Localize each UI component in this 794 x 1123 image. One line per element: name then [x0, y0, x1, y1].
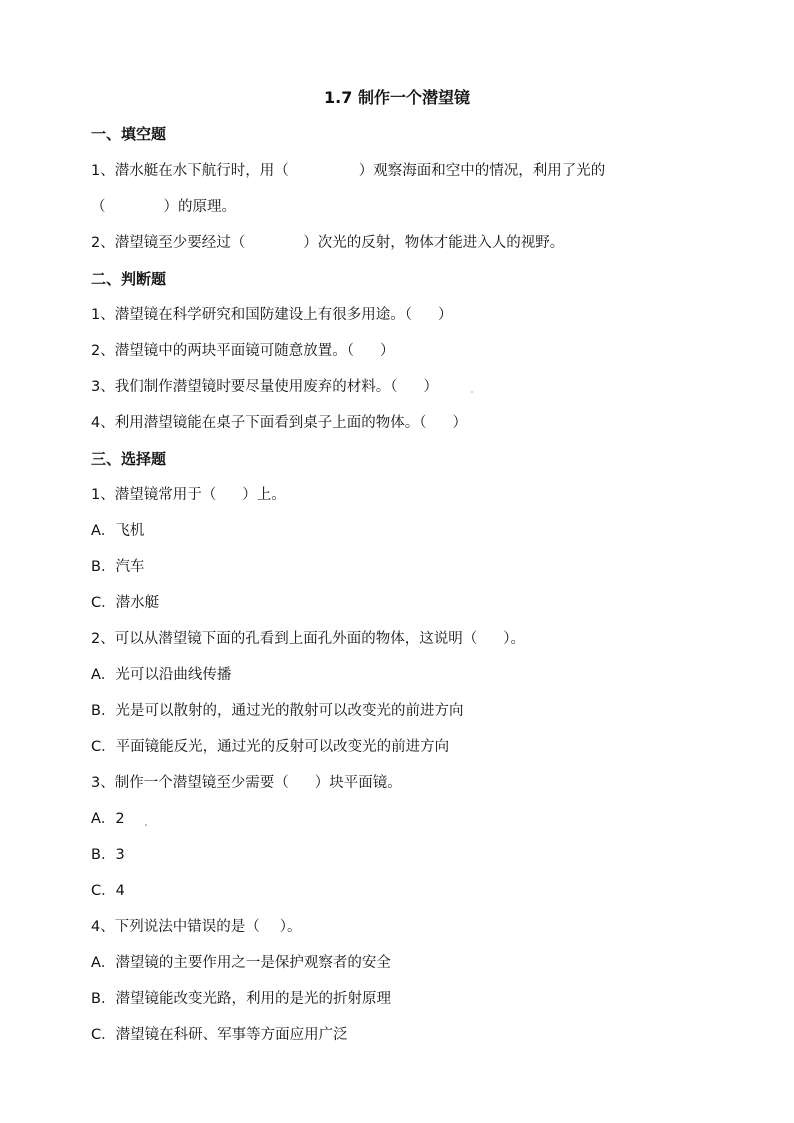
question-text: 1、潜望镜在科学研究和国防建设上有很多用途。（ — [91, 307, 412, 323]
fill-question-1 — [91, 159, 731, 183]
section-heading-fill-blank: 一、填空题 — [91, 125, 167, 143]
choice-question-3 — [91, 771, 731, 795]
question-text: （ — [91, 199, 106, 215]
choice-option: B．潜望镜能改变光路，利用的是光的折射原理 — [91, 991, 391, 1007]
question-text: 3、制作一个潜望镜至少需要（ — [91, 775, 289, 791]
choice-option: A．2 — [91, 811, 125, 827]
question-text: ）的原理。 — [163, 199, 236, 215]
question-text: ）观察海面和空中的情况，利用了光的 — [358, 163, 606, 179]
stray-mark — [471, 391, 473, 393]
judge-question-4 — [91, 411, 731, 435]
fill-question-2 — [91, 231, 731, 255]
question-text: ）。 — [503, 631, 525, 647]
choice-option: B．光是可以散射的，通过光的散射可以改变光的前进方向 — [91, 703, 464, 719]
section-heading-true-false: 二、判断题 — [91, 270, 167, 288]
question-text: ） — [452, 415, 467, 431]
choice-option: A．光可以沿曲线传播 — [91, 667, 232, 683]
question-text: 2、可以从潜望镜下面的孔看到上面孔外面的物体，这说明（ — [91, 631, 478, 647]
question-text: ）上。 — [242, 487, 286, 503]
choice-question-4 — [91, 915, 731, 939]
judge-question-2 — [91, 339, 731, 363]
question-text: 1、潜水艇在水下航行时，用（ — [91, 163, 289, 179]
question-text: 4、下列说法中错误的是（ — [91, 919, 260, 935]
page-title: 1.7 制作一个潜望镜 — [324, 88, 470, 107]
choice-option: C．平面镜能反光，通过光的反射可以改变光的前进方向 — [91, 739, 450, 755]
question-text: ） — [423, 379, 438, 395]
question-text: 2、潜望镜至少要经过（ — [91, 235, 246, 251]
question-text: 4、利用潜望镜能在桌子下面看到桌子上面的物体。（ — [91, 415, 427, 431]
question-text: ）次光的反射，物体才能进入人的视野。 — [303, 235, 565, 251]
question-text: ） — [437, 307, 453, 323]
choice-option: C．4 — [91, 883, 125, 899]
fill-question-1-continued — [91, 195, 731, 219]
question-text: 2、潜望镜中的两块平面镜可随意放置。（ — [91, 343, 354, 359]
question-text: ）块平面镜。 — [314, 775, 402, 791]
judge-question-1 — [91, 303, 731, 327]
question-text: ） — [379, 343, 395, 359]
choice-question-1 — [91, 483, 731, 507]
question-text: 3、我们制作潜望镜时要尽量使用废弃的材料。（ — [91, 379, 398, 395]
choice-option: B．汽车 — [91, 559, 145, 575]
choice-option: A．潜望镜的主要作用之一是保护观察者的安全 — [91, 955, 391, 971]
stray-mark — [145, 824, 147, 826]
choice-option: A．飞机 — [91, 523, 145, 539]
question-text: 1、潜望镜常用于（ — [91, 487, 217, 503]
choice-question-2 — [91, 627, 731, 651]
choice-option: C．潜望镜在科研、军事等方面应用广泛 — [91, 1027, 348, 1043]
choice-option: C．潜水艇 — [91, 595, 160, 611]
judge-question-3 — [91, 375, 731, 399]
question-text: ）。 — [279, 919, 302, 935]
choice-option: B．3 — [91, 847, 125, 863]
section-heading-multiple-choice: 三、选择题 — [91, 450, 167, 468]
